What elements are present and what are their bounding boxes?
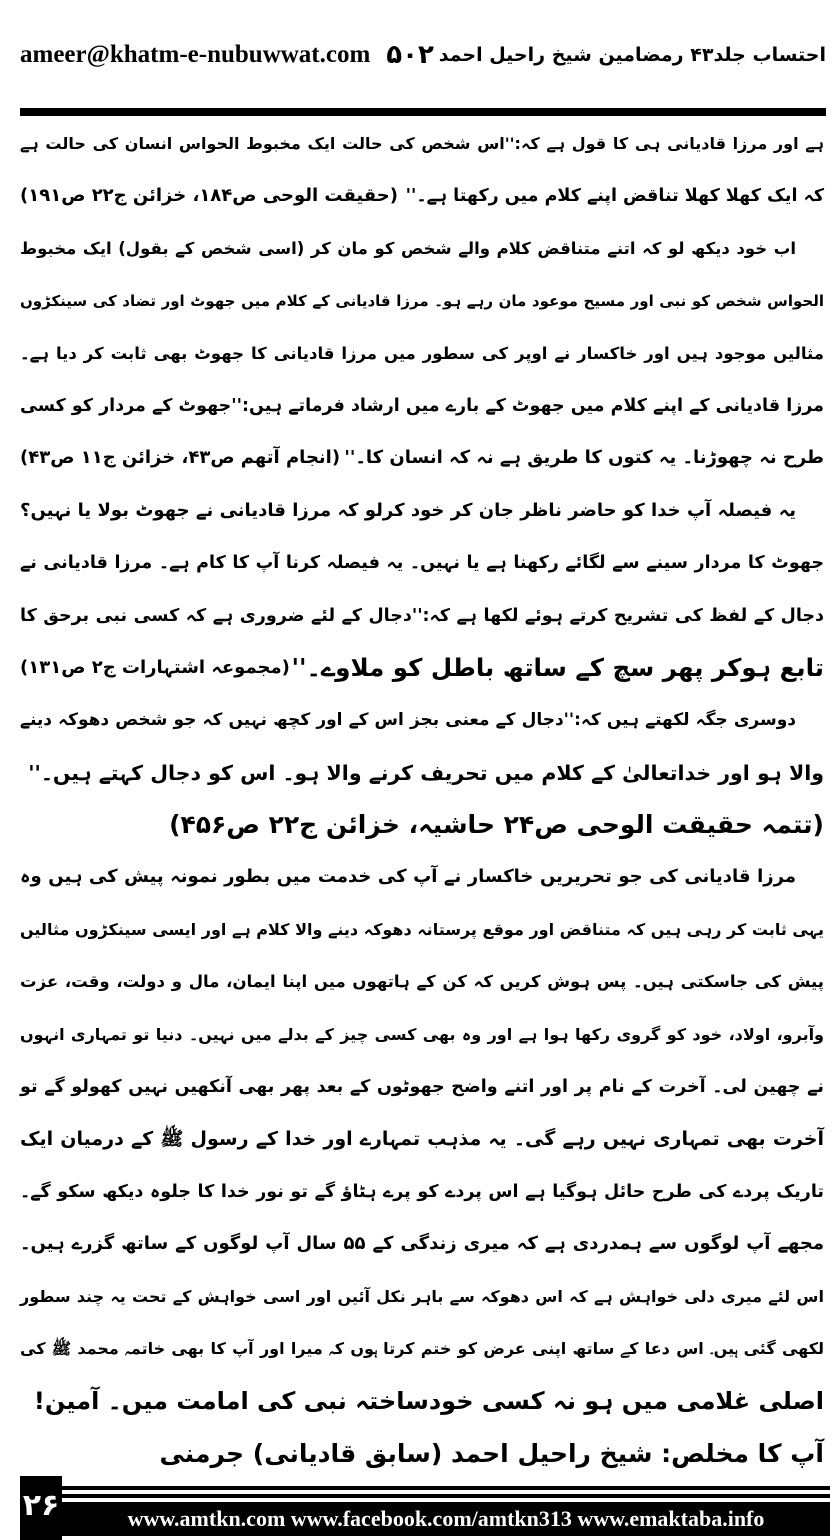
footer-rule	[62, 1494, 830, 1498]
text-line: (تتمہ حقیقت الوحی ص۲۴ حاشیہ، خزائن ج۲۲ ص۴۵۶)	[169, 810, 824, 840]
text-line: الحواس شخص کو نبی اور مسیح موعود مان رہے ہو۔ مرزا قادیانی کے کلام میں جھوٹ اور تضاد کی سینکڑوں	[20, 292, 824, 311]
text-line: مثالیں موجود ہیں اور خاکسار نے اوپر کی سطور میں مرزا قادیانی کا جھوٹ بھی ثابت کر دیا ہے۔	[20, 343, 824, 363]
text-line: اس لئے میری دلی خواہش ہے کہ اس دھوکہ سے باہر نکل آئیں اور اسی خواہش کے تحت یہ چند سطور	[20, 1286, 824, 1306]
text-line: جھوٹ کا مردار سینے سے لگائے رکھنا ہے یا نہیں۔ یہ فیصلہ کرنا آپ کا کام ہے۔ مرزا قادیانی نے	[20, 553, 824, 574]
text-line	[20, 170, 824, 222]
header-page-number: ۵۰۲	[386, 40, 434, 70]
footer-rule	[62, 1486, 830, 1490]
line-text: طرح نہ چھوڑنا۔ یہ کتوں کا طریق ہے نہ کہ انسان کا۔''	[344, 447, 824, 469]
text-line: مرزا قادیانی کے اپنے کلام میں جھوٹ کے بارے میں ارشاد فرماتے ہیں:''جھوٹ کے مردار کو کسی	[20, 395, 824, 416]
text-line: یہ فیصلہ آپ خدا کو حاضر ناظر جان کر خود کرلو کہ مرزا قادیانی نے جھوٹ بولا یا نہیں؟	[20, 499, 796, 521]
text-line	[20, 432, 824, 484]
citation: (مجموعہ اشتہارات ج۲ ص۱۳۱)	[20, 656, 290, 678]
text-line: مجھے آپ لوگوں سے ہمدردی ہے کہ میری زندگی کے ۵۵ سال آپ لوگوں کے ساتھ گزرے ہیں۔	[20, 1233, 824, 1255]
header-email: ameer@khatm-e-nubuwwat.com	[20, 41, 371, 68]
text-line: ہے اور مرزا قادیانی ہی کا قول ہے کہ:''اس شخص کی حالت ایک مخبوط الحواس انسان کی حالت ہے	[20, 134, 824, 153]
text-line: لکھی گئی ہیں۔ اس دعا کے ساتھ اپنی عرض کو ختم کرتا ہوں کہ میرا اور آپ کا بھی خاتمہ محمد ﷺ کی	[20, 1338, 824, 1358]
header-rule	[20, 108, 826, 116]
text-line: دجال کے لفظ کی تشریح کرتے ہوئے لکھا ہے کہ:''دجال کے لئے ضروری ہے کہ کسی نبی برحق کا	[20, 605, 824, 626]
page-header	[20, 30, 826, 80]
text-line: وآبرو، اولاد، خود کو گروی رکھا ہوا ہے اور وہ بھی کسی چیز کے بدلے میں نہیں۔ دنیا تو تمہاری انہوں	[20, 1024, 824, 1044]
citation: (انجام آتھم ص۴۳، خزائن ج۱۱ ص۴۳)	[20, 447, 341, 469]
line-text: تابع ہوکر پھر سچ کے ساتھ باطل کو ملاوے۔''	[291, 652, 824, 682]
text-line: دوسری جگہ لکھتے ہیں کہ:''دجال کے معنی بجز اس کے اور کچھ نہیں کہ جو شخص دھوکہ دینے	[20, 710, 796, 731]
header-left	[20, 40, 434, 70]
text-line: پیش کی جاسکتی ہیں۔ پس ہوش کریں کہ کن کے ہاتھوں میں اپنا ایمان، مال و دولت، وقت، عزت	[20, 972, 824, 992]
text-line: اب خود دیکھ لو کہ اتنے متناقض کلام والے شخص کو مان کر (اسی شخص کے بقول) ایک مخبوط	[20, 238, 796, 258]
text-line: تاریک پردے کی طرح حائل ہوگیا ہے اس پردے کو پرے ہٹاؤ گے تو نور خدا کا جلوہ دیکھ سکو گے۔	[20, 1181, 824, 1202]
text-line: والا ہو اور خداتعالیٰ کے کلام میں تحریف کرنے والا ہو۔ اس کو دجال کہتے ہیں۔''	[28, 760, 824, 785]
text-line: آخرت بھی تمہاری نہیں رہے گی۔ یہ مذہب تمہارے اور خدا کے رسول ﷺ کے درمیان ایک	[20, 1128, 824, 1151]
text-line: یہی ثابت کر رہی ہیں کہ متناقض اور موقع پرستانہ دھوکہ دینے والا کلام ہے اور ایسی سینکڑوں مثالیں	[20, 919, 825, 939]
citation: (حقیقت الوحی ص۱۸۴، خزائن ج۲۲ ص۱۹۱)	[20, 185, 398, 207]
text-line	[20, 642, 824, 694]
signature-line: آپ کا مخلص: شیخ راحیل احمد (سابق قادیانی) جرمنی	[159, 1438, 824, 1468]
footer-links: www.amtkn.com www.facebook.com/amtkn313 www.emaktaba.info	[62, 1502, 830, 1536]
line-text: کہ ایک کھلا کھلا تناقض اپنے کلام میں رکھتا ہے۔''	[405, 186, 824, 207]
article-body	[20, 118, 824, 1480]
text-line: اصلی غلامی میں ہو نہ کسی خودساختہ نبی کی امامت میں۔ آمین!	[33, 1387, 824, 1416]
text-line: مرزا قادیانی کی جو تحریریں خاکسار نے آپ کی خدمت میں بطور نمونہ پیش کی ہیں وہ	[20, 866, 796, 888]
text-line: نے چھین لی۔ آخرت کے نام پر اور اتنے واضح جھوٹوں کے بعد پھر بھی آنکھیں نہیں کھولو گے تو	[20, 1077, 824, 1098]
header-title: احتساب جلد۴۳ رمضامین شیخ راحیل احمد	[438, 44, 826, 66]
footer-page-number: ۲۶	[20, 1476, 62, 1540]
